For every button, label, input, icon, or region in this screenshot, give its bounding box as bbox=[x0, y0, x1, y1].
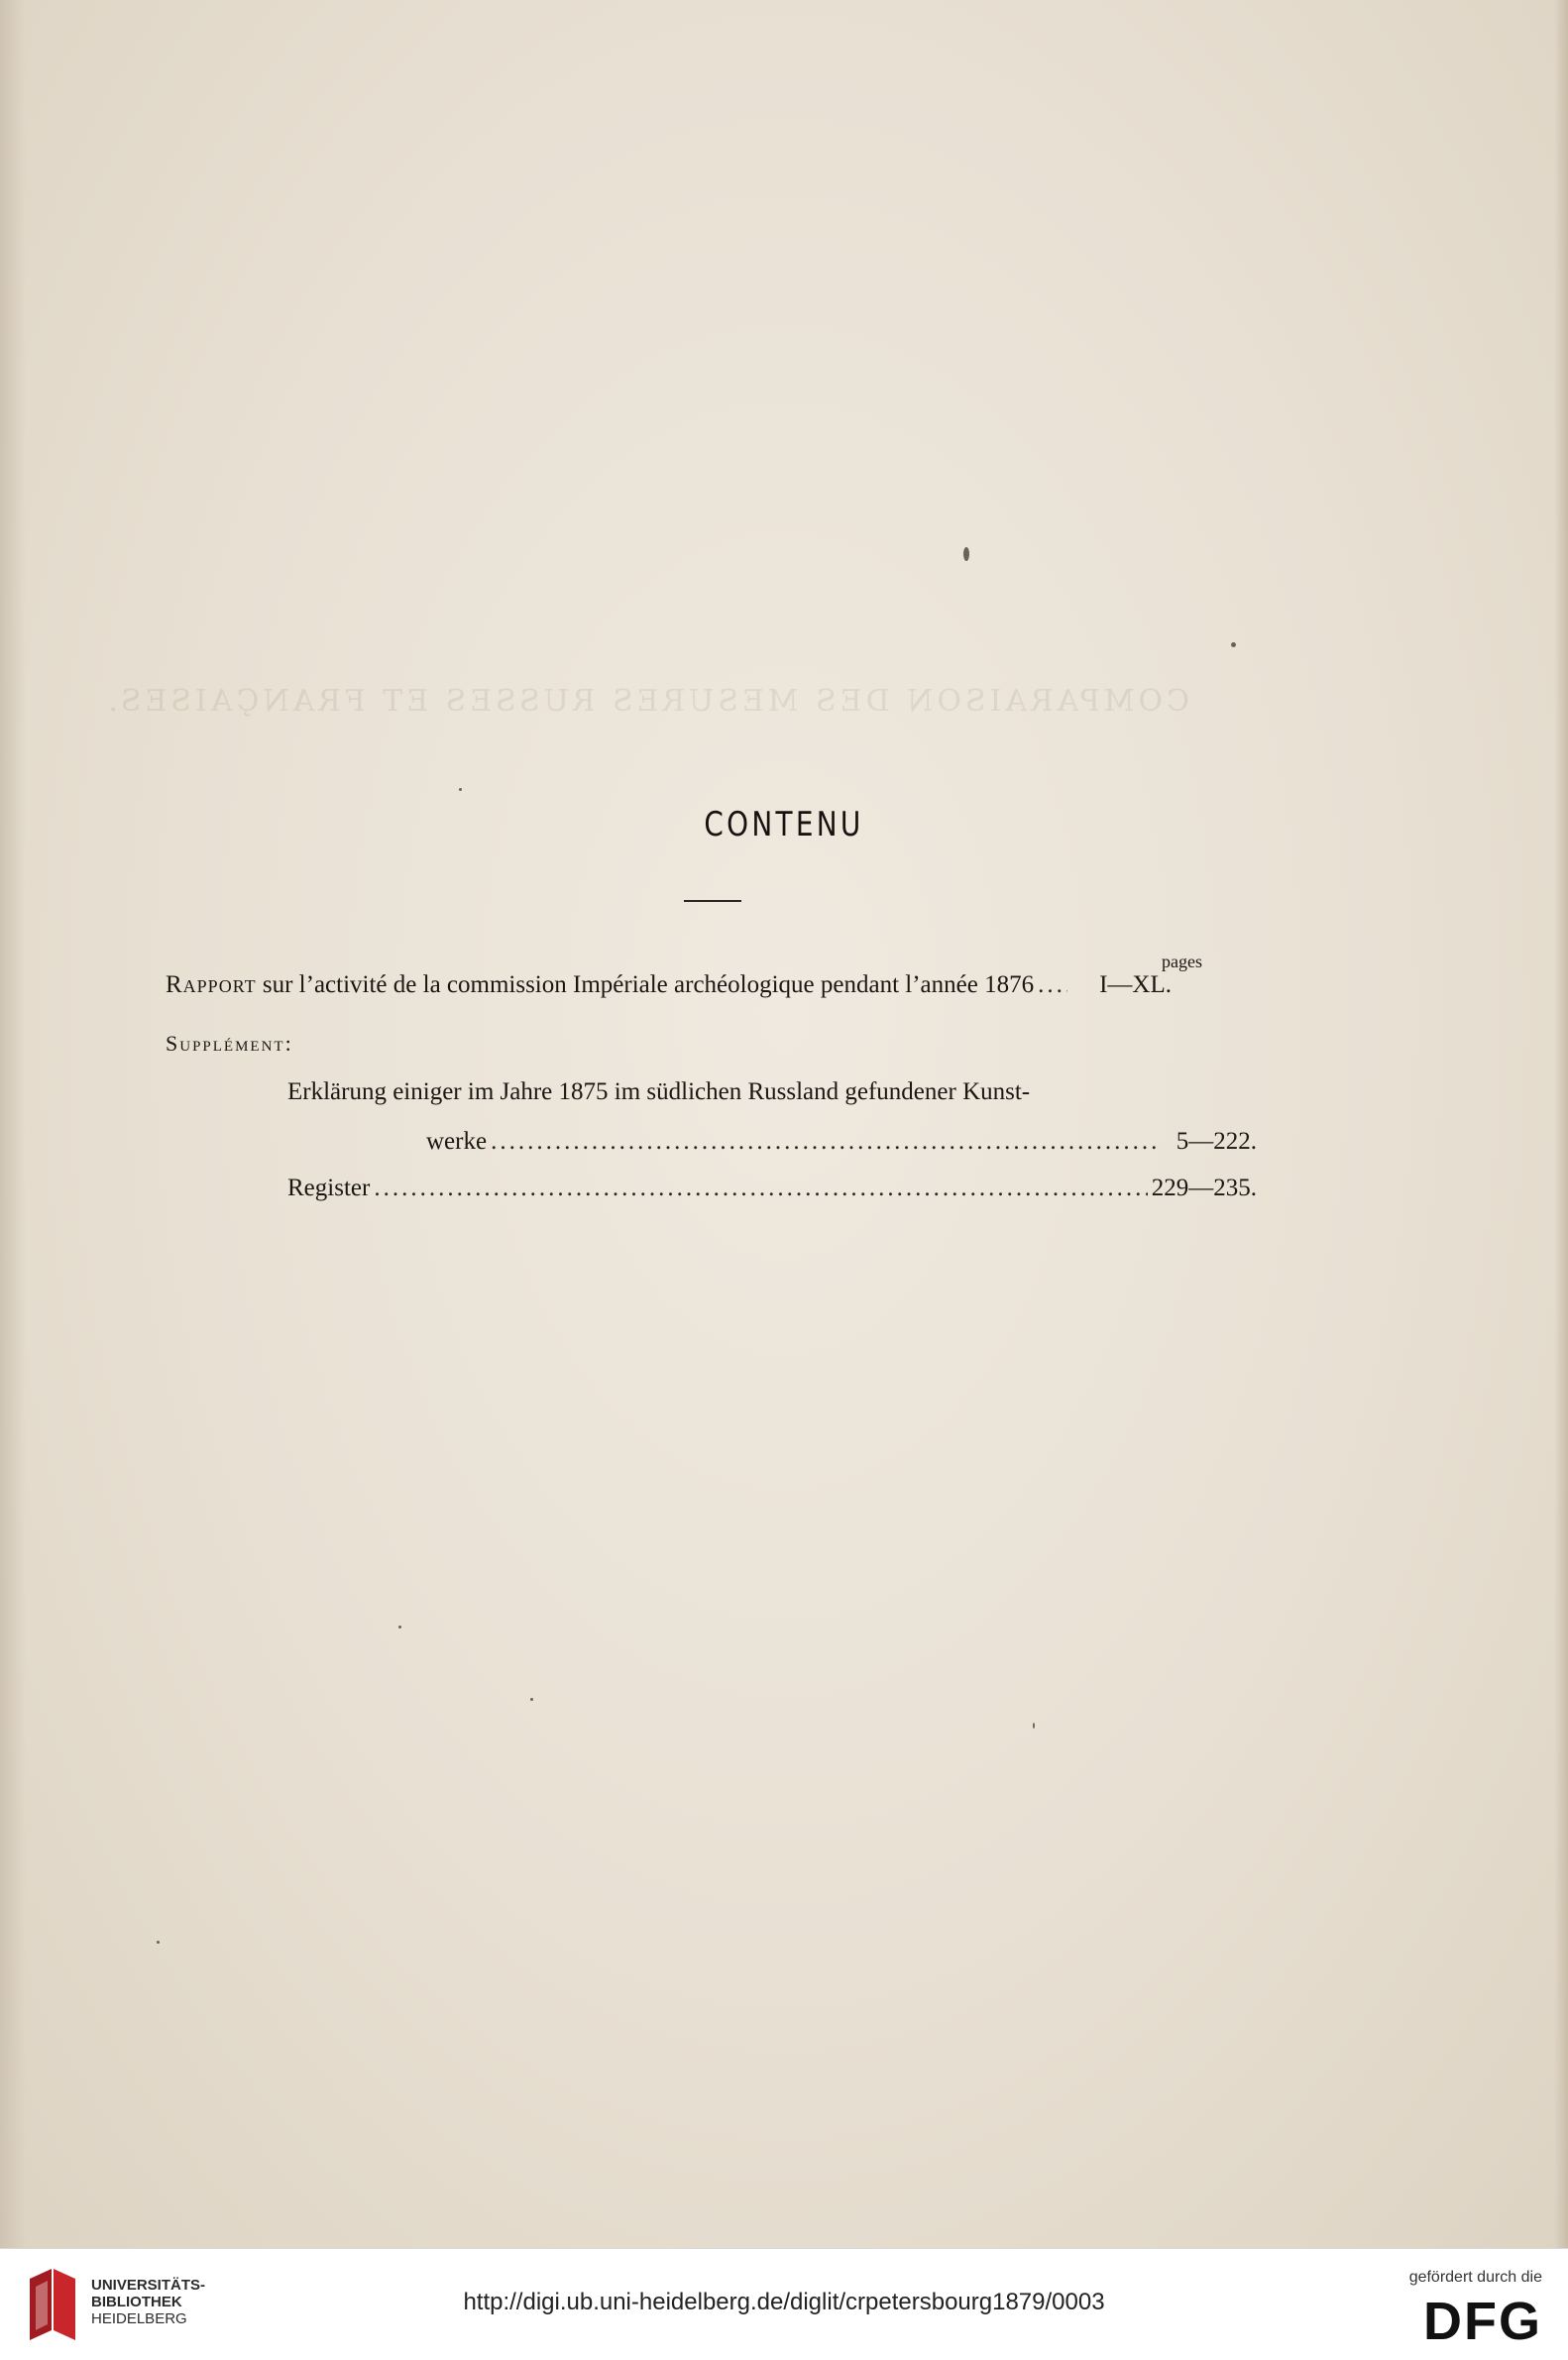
viewer-footer bbox=[0, 2248, 1568, 2360]
toc-entry-lead: Rapport bbox=[166, 971, 257, 998]
toc-entry-text: sur l’activité de la commission Impériale archéologique pendant l’année 1876 bbox=[262, 971, 1035, 998]
permalink-url[interactable]: http://digi.ub.uni-heidelberg.de/diglit/crpetersbourg1879/0003 bbox=[463, 2289, 1105, 2315]
leader-dots bbox=[1038, 971, 1067, 999]
leader-dots bbox=[374, 1175, 1147, 1202]
toc-entry-text: werke bbox=[426, 1128, 488, 1155]
toc-entry-register bbox=[287, 1175, 1257, 1202]
show-through-text: COMPARAISON DES MESURES RUSSES ET FRANÇAISES. bbox=[104, 684, 1189, 719]
university-library-name: UNIVERSITÄTS- BIBLIOTHEK HEIDELBERG bbox=[91, 2277, 206, 2327]
toc-entry-erklaerung bbox=[426, 1128, 1257, 1156]
dfg-logo: DFG bbox=[1423, 2292, 1542, 2351]
title-rule bbox=[684, 900, 741, 902]
leader-dots bbox=[491, 1128, 1159, 1156]
toc-entry-rapport bbox=[166, 971, 1257, 999]
page-edge-left-shadow bbox=[0, 0, 26, 2248]
toc-entry-text: Register bbox=[287, 1175, 371, 1201]
toc-entry-erklaerung-line1: Erklärung einiger im Jahre 1875 im südlichen Russland gefundener Kunst- bbox=[287, 1078, 1031, 1105]
page-title: CONTENU bbox=[704, 805, 864, 844]
page-edge-right-shadow bbox=[1554, 0, 1568, 2248]
funding-label: gefördert durch die bbox=[1408, 2269, 1542, 2286]
supplement-label: Supplément: bbox=[166, 1031, 293, 1056]
toc-entry-pages: 229—235. bbox=[1151, 1175, 1257, 1201]
toc-entry-pages: 5—222. bbox=[1176, 1128, 1257, 1155]
pages-column-label: pages bbox=[1162, 952, 1202, 971]
toc-entry-pages: I—XL. bbox=[1099, 971, 1172, 998]
